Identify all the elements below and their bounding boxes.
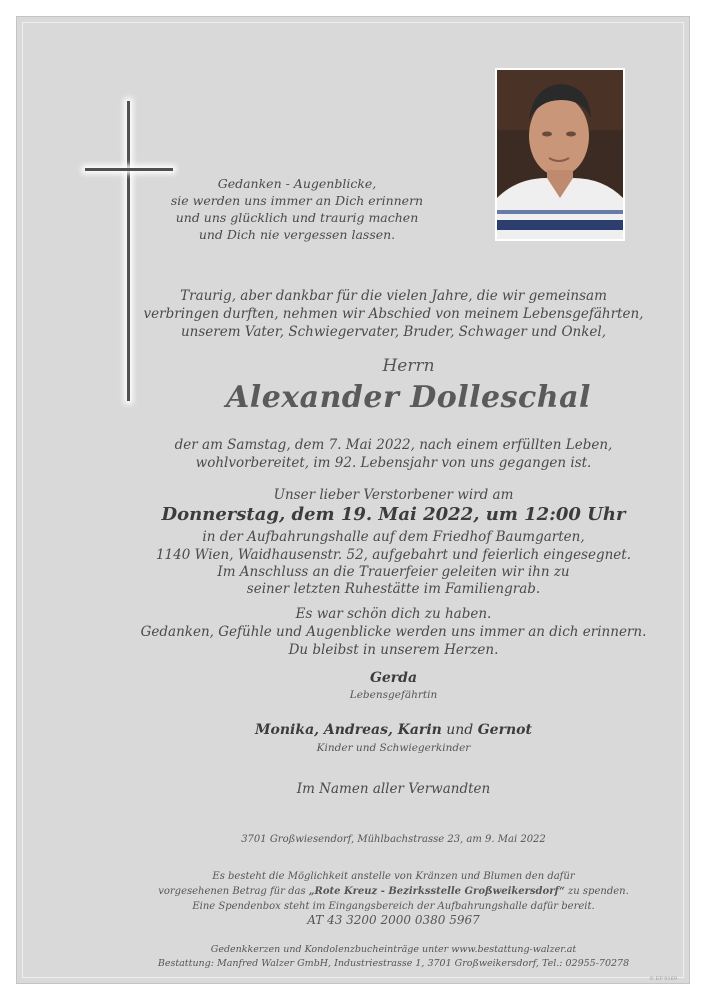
donation-pre: vorgesehenen Betrag für das (158, 886, 309, 897)
donation-line: Eine Spendenbox steht im Eingangsbereich der Aufbahrungshalle dafür bereit. (192, 901, 595, 912)
farewell-line: Gedanken, Gefühle und Augenblicke werden uns immer an dich erinnern. (140, 624, 647, 640)
children-names (40, 722, 707, 738)
deceased-name: Alexander Dolleschal (226, 380, 591, 415)
children-names-1: Monika, Andreas, Karin (255, 722, 442, 738)
intro-line: Traurig, aber dankbar für die vielen Jahre, die wir gemeinsam (180, 288, 607, 304)
cross-horizontal-bar (85, 168, 173, 171)
donation-post: zu spenden. (564, 886, 629, 897)
partner-name: Gerda (369, 670, 418, 686)
death-info-line: wohlvorbereitet, im 92. Lebensjahr von uns gegangen ist. (195, 455, 592, 471)
intro-line: verbringen durften, nehmen wir Abschied von meinem Lebensgefährten, (143, 306, 644, 322)
footer-line: Bestattung: Manfred Walzer GmbH, Industriestrasse 1, 3701 Großweikersdorf, Tel.: 02955-70278 (157, 958, 630, 969)
watermark: © EP 9169 (649, 976, 677, 982)
death-info-line: der am Samstag, dem 7. Mai 2022, nach einem erfüllten Leben, (174, 437, 613, 453)
footer-line: Gedenkkerzen und Kondolenzbucheinträge unter www.bestattung-walzer.at (210, 944, 577, 955)
place-date: 3701 Großwiesendorf, Mühlbachstrasse 23, am 9. Mai 2022 (241, 834, 546, 845)
partner-role: Lebensgefährtin (349, 689, 438, 701)
donation-organization: „Rote Kreuz - Bezirksstelle Großweikersdorf“ (308, 886, 565, 897)
poem-line: und uns glücklich und traurig machen (175, 210, 419, 225)
ceremony-detail-line: Im Anschluss an die Trauerfeier geleiten wir ihn zu (217, 564, 570, 580)
poem-line: sie werden uns immer an Dich erinnern (170, 193, 424, 208)
children-role: Kinder und Schwiegerkinder (316, 742, 471, 754)
children-names-2: Gernot (477, 722, 532, 738)
intro-line: unserem Vater, Schwiegervater, Bruder, Schwager und Onkel, (180, 324, 607, 340)
ceremony-detail-line: in der Aufbahrungshalle auf dem Friedhof Baumgarten, (202, 529, 585, 545)
ceremony-detail-line: seiner letzten Ruhestätte im Familiengrab. (246, 581, 541, 597)
ceremony-date: Donnerstag, dem 19. Mai 2022, um 12:00 Uhr (161, 504, 626, 525)
ceremony-intro: Unser lieber Verstorbener wird am (273, 487, 514, 503)
donation-line: Es besteht die Möglichkeit anstelle von Kränzen und Blumen den dafür (212, 871, 575, 882)
farewell-line: Du bleibst in unserem Herzen. (288, 642, 499, 658)
children-and: und (441, 722, 478, 738)
relatives-line: Im Namen aller Verwandten (296, 781, 491, 797)
portrait-photo (495, 68, 625, 241)
portrait-illustration (497, 70, 623, 239)
salutation: Herrn (382, 356, 435, 376)
donation-iban: AT 43 3200 2000 0380 5967 (307, 913, 480, 927)
farewell-line: Es war schön dich zu haben. (295, 606, 492, 622)
ceremony-detail-line: 1140 Wien, Waidhausenstr. 52, aufgebahrt und feierlich eingesegnet. (155, 547, 632, 563)
poem-line: Gedanken - Augenblicke, (217, 176, 377, 191)
poem-line: und Dich nie vergessen lassen. (198, 227, 396, 242)
donation-line-2 (40, 884, 707, 899)
